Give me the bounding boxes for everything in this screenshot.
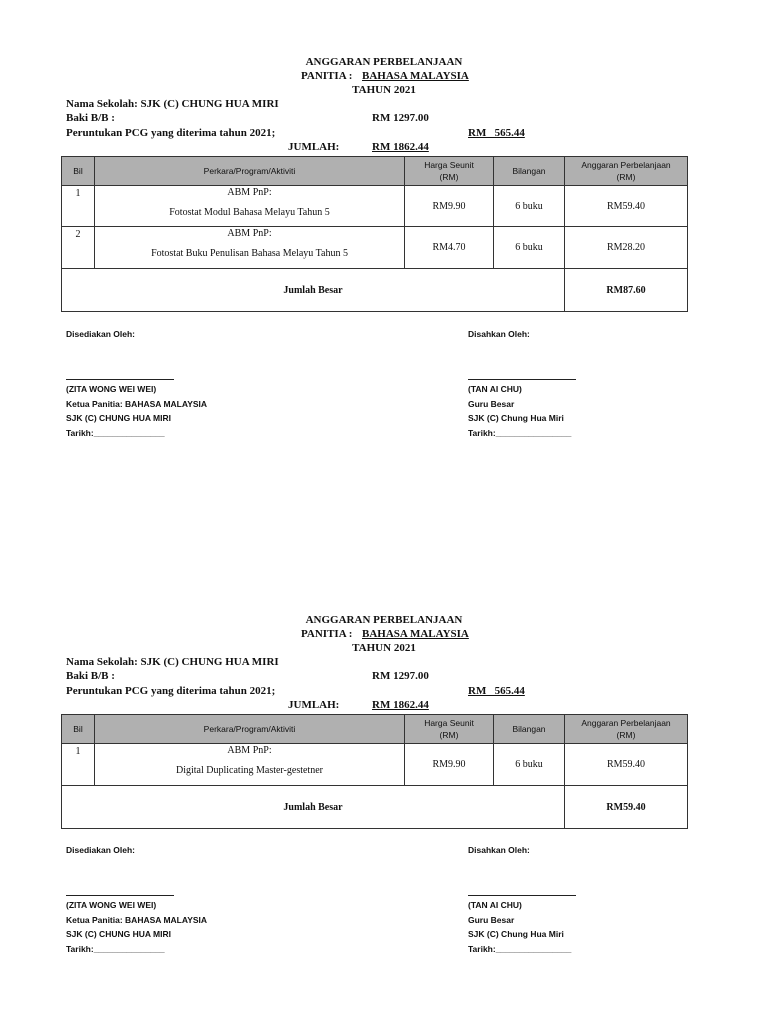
baki-value: RM 1297.00 xyxy=(372,670,429,682)
total-value: RM87.60 xyxy=(565,269,688,312)
approved-by-label: Disahkan Oleh: xyxy=(468,845,530,855)
total-row xyxy=(62,269,688,312)
school-name: Nama Sekolah: SJK (C) CHUNG HUA MIRI xyxy=(66,656,279,668)
signature-line xyxy=(468,895,576,896)
table-header-row xyxy=(62,157,688,186)
form-title: ANGGARAN PERBELANJAAN xyxy=(305,614,463,626)
col-header-anggaran: Anggaran Perbelanjaan (RM) xyxy=(565,715,688,744)
prepared-name: (ZITA WONG WEI WEI) xyxy=(66,384,157,394)
col-header-bil: Bil xyxy=(62,715,95,744)
table-row xyxy=(62,744,688,786)
jumlah-value: RM 1862.44 xyxy=(372,141,429,153)
row-bilangan: 6 buku xyxy=(494,227,565,269)
prepared-role: Ketua Panitia: BAHASA MALAYSIA xyxy=(66,915,208,925)
peruntukan-label: Peruntukan PCG yang diterima tahun 2021; xyxy=(66,127,276,139)
row-anggaran: RM28.20 xyxy=(565,227,688,269)
signature-line xyxy=(66,895,174,896)
form-title: ANGGARAN PERBELANJAAN xyxy=(305,56,463,68)
row-bil: 1 xyxy=(62,186,95,227)
prepared-date: Tarikh:_______________ xyxy=(66,428,165,438)
col-header-bilangan: Bilangan xyxy=(494,715,565,744)
jumlah-label: JUMLAH: xyxy=(288,141,340,153)
total-label: Jumlah Besar xyxy=(62,786,565,829)
prepared-role: Ketua Panitia: BAHASA MALAYSIA xyxy=(66,399,208,409)
col-header-perkara: Perkara/Program/Aktiviti xyxy=(95,715,405,744)
approved-school: SJK (C) Chung Hua Miri xyxy=(468,413,564,423)
col-header-harga: Harga Seunit (RM) xyxy=(405,157,494,186)
row-item: ABM PnP: Digital Duplicating Master-gestetner xyxy=(95,744,405,786)
row-harga: RM4.70 xyxy=(405,227,494,269)
panitia-label: PANITIA : xyxy=(301,70,353,82)
row-anggaran: RM59.40 xyxy=(565,186,688,227)
approved-name: (TAN AI CHU) xyxy=(468,900,522,910)
table-header-row xyxy=(62,715,688,744)
prepared-by-label: Disediakan Oleh: xyxy=(66,329,135,339)
year-label: TAHUN 2021 xyxy=(352,642,416,654)
approved-date: Tarikh:________________ xyxy=(468,428,572,438)
baki-label: Baki B/B : xyxy=(66,670,115,682)
row-harga: RM9.90 xyxy=(405,186,494,227)
prepared-name: (ZITA WONG WEI WEI) xyxy=(66,900,157,910)
row-anggaran: RM59.40 xyxy=(565,744,688,786)
prepared-school: SJK (C) CHUNG HUA MIRI xyxy=(66,413,171,423)
approved-role: Guru Besar xyxy=(468,915,515,925)
col-header-bilangan: Bilangan xyxy=(494,157,565,186)
col-header-harga: Harga Seunit (RM) xyxy=(405,715,494,744)
total-label: Jumlah Besar xyxy=(62,269,565,312)
signature-line xyxy=(468,379,576,380)
table-row xyxy=(62,227,688,269)
budget-table xyxy=(61,714,688,829)
peruntukan-value: RM 565.44 xyxy=(468,127,525,139)
col-header-perkara: Perkara/Program/Aktiviti xyxy=(95,157,405,186)
budget-form-2 xyxy=(0,558,768,1024)
budget-table xyxy=(61,156,688,312)
approved-role: Guru Besar xyxy=(468,399,515,409)
table-row xyxy=(62,186,688,227)
row-item: ABM PnP: Fotostat Modul Bahasa Melayu Tahun 5 xyxy=(95,186,405,227)
prepared-school: SJK (C) CHUNG HUA MIRI xyxy=(66,929,171,939)
signature-line xyxy=(66,379,174,380)
col-header-bil: Bil xyxy=(62,157,95,186)
approved-by-label: Disahkan Oleh: xyxy=(468,329,530,339)
panitia-label: PANITIA : xyxy=(301,628,353,640)
peruntukan-label: Peruntukan PCG yang diterima tahun 2021; xyxy=(66,685,276,697)
row-bil: 1 xyxy=(62,744,95,786)
total-row xyxy=(62,786,688,829)
approved-school: SJK (C) Chung Hua Miri xyxy=(468,929,564,939)
total-value: RM59.40 xyxy=(565,786,688,829)
row-item: ABM PnP: Fotostat Buku Penulisan Bahasa Melayu Tahun 5 xyxy=(95,227,405,269)
row-bil: 2 xyxy=(62,227,95,269)
approved-name: (TAN AI CHU) xyxy=(468,384,522,394)
panitia-value: BAHASA MALAYSIA xyxy=(362,628,469,640)
row-harga: RM9.90 xyxy=(405,744,494,786)
baki-label: Baki B/B : xyxy=(66,112,115,124)
col-header-anggaran: Anggaran Perbelanjaan (RM) xyxy=(565,157,688,186)
jumlah-value: RM 1862.44 xyxy=(372,699,429,711)
prepared-date: Tarikh:_______________ xyxy=(66,944,165,954)
budget-form-1 xyxy=(0,0,768,438)
row-bilangan: 6 buku xyxy=(494,744,565,786)
jumlah-label: JUMLAH: xyxy=(288,699,340,711)
panitia-value: BAHASA MALAYSIA xyxy=(362,70,469,82)
row-bilangan: 6 buku xyxy=(494,186,565,227)
approved-date: Tarikh:________________ xyxy=(468,944,572,954)
prepared-by-label: Disediakan Oleh: xyxy=(66,845,135,855)
peruntukan-value: RM 565.44 xyxy=(468,685,525,697)
year-label: TAHUN 2021 xyxy=(352,84,416,96)
baki-value: RM 1297.00 xyxy=(372,112,429,124)
school-name: Nama Sekolah: SJK (C) CHUNG HUA MIRI xyxy=(66,98,279,110)
